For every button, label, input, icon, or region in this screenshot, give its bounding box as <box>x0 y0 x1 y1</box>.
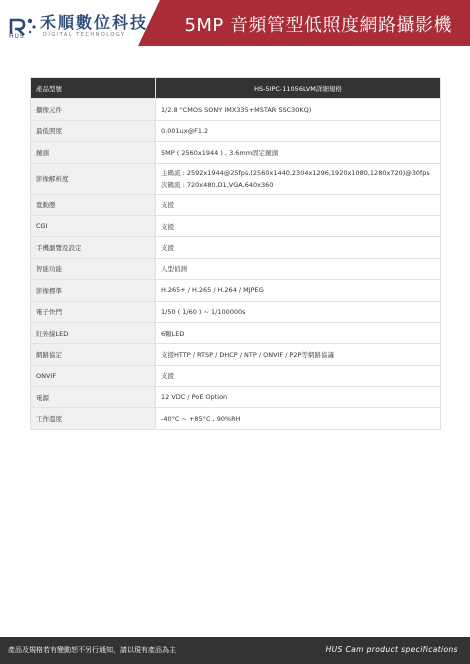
table-row <box>31 344 441 365</box>
footer-caption: HUS Cam product specifications <box>325 645 458 654</box>
spec-key: 網路協定 <box>31 344 156 365</box>
table-row <box>31 163 441 194</box>
page-title: 5MP 音頻管型低照度網路攝影機 <box>184 15 452 36</box>
spec-value: 5MP ( 2560x1944 ) , 3.6mm固定鏡頭 <box>156 142 441 163</box>
spec-key: 手機瀏覽及設定 <box>31 237 156 258</box>
spec-value: 人型偵測 <box>156 258 441 279</box>
spec-value: 支援 <box>156 237 441 258</box>
spec-value-line: 主碼流 : 2592x1944@25fps,(2560x1440,2304x1296,1920x1080,1280x720)@30fps <box>161 168 430 177</box>
spec-value: -40°C ~ +85°C , 90%RH <box>156 408 441 429</box>
header-key-cell: 產品型號 <box>31 78 156 99</box>
company-abbrev: HUS <box>9 33 25 40</box>
spec-value <box>156 163 441 194</box>
spec-value-line: 次碼流 : 720x480,D1,VGA,640x360 <box>161 180 274 189</box>
company-name-cn: 禾順數位科技 <box>40 13 149 32</box>
table-row <box>31 365 441 386</box>
spec-key: 攝像元件 <box>31 99 156 120</box>
logo-area <box>0 0 150 46</box>
spec-value: 1/50 ( 1/60 ) ~ 1/100000s <box>156 301 441 322</box>
table-row <box>31 322 441 343</box>
spec-key: 鏡頭 <box>31 142 156 163</box>
table-row <box>31 120 441 141</box>
spec-key: 寬動態 <box>31 194 156 215</box>
table-row <box>31 258 441 279</box>
table-row <box>31 215 441 236</box>
header-value-cell: HS-5IPC-11056LVM詳細規格 <box>156 78 441 99</box>
table-row <box>31 408 441 429</box>
spec-key: 影像解析度 <box>31 163 156 194</box>
spec-value: 12 VDC / PoE Option <box>156 387 441 408</box>
table-row <box>31 280 441 301</box>
spec-value: 支援 <box>156 365 441 386</box>
spec-value: 支援 <box>156 194 441 215</box>
table-row <box>31 237 441 258</box>
table-row <box>31 99 441 120</box>
table-row <box>31 142 441 163</box>
company-name-en: DIGITAL TECHNOLOGY <box>43 32 126 38</box>
spec-key: 影像標準 <box>31 280 156 301</box>
spec-value: 支援HTTP / RTSP / DHCP / NTP / ONVIF / P2P等網路協議 <box>156 344 441 365</box>
table-row <box>31 194 441 215</box>
spec-key: 智能功能 <box>31 258 156 279</box>
table-row <box>31 387 441 408</box>
footer-disclaimer: 產品及規格若有變動恕不另行通知，請以現有產品為主 <box>8 646 176 654</box>
spec-value: 0.001ux@F1.2 <box>156 120 441 141</box>
spec-value: 1/2.8 "CMOS SONY IMX335+MSTAR SSC30KQ) <box>156 99 441 120</box>
spec-key: 工作溫度 <box>31 408 156 429</box>
spec-key: 最低照度 <box>31 120 156 141</box>
spec-value: H.265+ / H.265 / H.264 / MJPEG <box>156 280 441 301</box>
spec-table <box>30 77 441 430</box>
spec-value: 支援 <box>156 215 441 236</box>
spec-key: 電子快門 <box>31 301 156 322</box>
spec-key: ONVIF <box>31 365 156 386</box>
spec-key: 電源 <box>31 387 156 408</box>
table-header-row <box>31 78 441 99</box>
page-footer <box>0 637 470 664</box>
spec-value: 6顆LED <box>156 322 441 343</box>
page-header <box>0 0 470 46</box>
table-row <box>31 301 441 322</box>
spec-key: CGI <box>31 215 156 236</box>
spec-key: 紅外線LED <box>31 322 156 343</box>
